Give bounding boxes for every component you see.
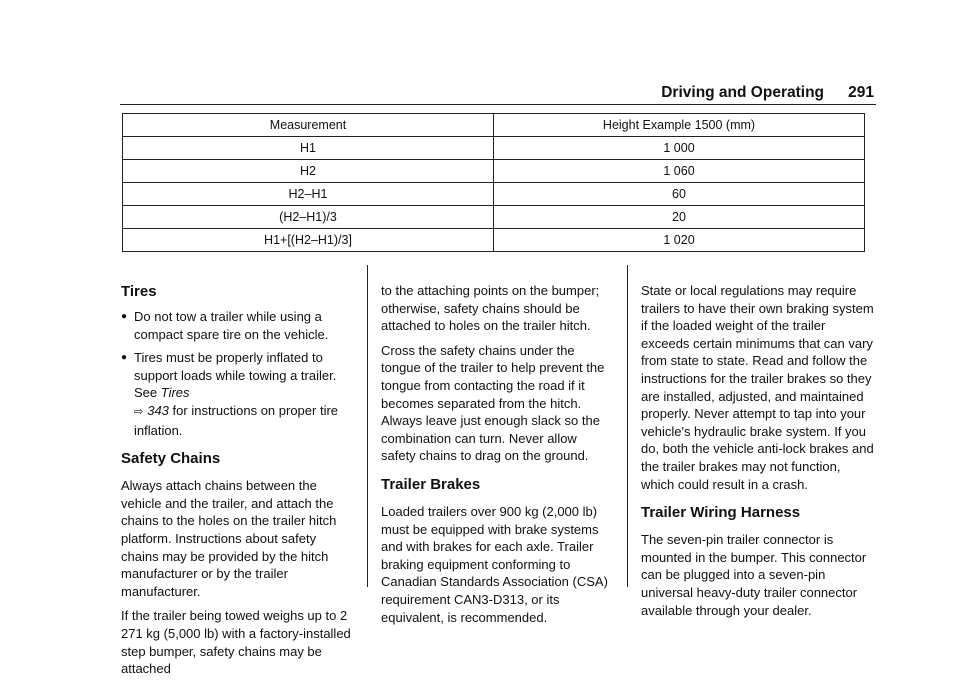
paragraph: Cross the safety chains under the tongue of the trailer to help prevent the tongue from contacting the road if it becomes separated from the hitch. Always leave just enough slack so the combination can turn. Never allow safety chains to drag on the ground.	[381, 342, 605, 464]
page-header	[120, 84, 876, 105]
paragraph: to the attaching points on the bumper; otherwise, safety chains should be attached to holes on the trailer hitch.	[381, 283, 600, 334]
measurement-table	[122, 113, 865, 252]
paragraph: If the trailer being towed weighs up to 2 271 kg (5,000 lb) with a factory-installed step bumper, safety chains may be attached	[121, 608, 351, 677]
table-row	[123, 160, 865, 183]
page-reference[interactable]: 343	[147, 402, 169, 418]
page-reference-arrow-icon: ⇨	[134, 405, 144, 418]
bullet-text: Do not tow a trailer while using a compact spare tire on the vehicle.	[134, 309, 329, 342]
column-header: Height Example 1500 (mm)	[494, 114, 865, 137]
bullet-text: Tires must be properly inflated to support loads while towing a trailer. See	[134, 350, 337, 401]
tires-heading: Tires	[121, 283, 157, 300]
bullet-icon: ●	[121, 311, 128, 322]
column-header: Measurement	[123, 114, 494, 137]
table-cell: H2–H1	[123, 183, 494, 206]
bullet-icon: ●	[121, 352, 128, 364]
table-row	[123, 137, 865, 160]
table-cell: H1	[123, 137, 494, 160]
table-cell: 1 000	[494, 137, 865, 160]
table-cell: 20	[494, 206, 865, 229]
trailer-brakes-heading: Trailer Brakes	[381, 475, 481, 493]
section-title: Driving and Operating	[661, 84, 824, 101]
paragraph: Always attach chains between the vehicle and the trailer, and attach the chains to the holes on the trailer hitch platform. Instructions about safety chains may be provided by the hitch manufacturer or by the trailer manufacturer.	[121, 478, 337, 599]
bullet-item	[121, 308, 354, 343]
table-row	[123, 183, 865, 206]
column-right	[641, 282, 876, 626]
trailer-wiring-heading: Trailer Wiring Harness	[641, 504, 801, 522]
tires-link[interactable]: Tires	[160, 385, 190, 401]
paragraph: The seven-pin trailer connector is mounted in the bumper. This connector can be plugged into a seven-pin universal heavy-duty trailer connector available through your dealer.	[641, 532, 867, 618]
safety-chains-heading: Safety Chains	[121, 450, 221, 468]
table-cell: 1 020	[494, 229, 865, 252]
table-cell: 1 060	[494, 160, 865, 183]
bullet-text: for instructions on proper tire inflation.	[134, 402, 339, 438]
paragraph: Loaded trailers over 900 kg (2,000 lb) must be equipped with brake systems and with brakes for each axle. Trailer braking equipment conforming to Canadian Standards Association (CSA) requirement CAN3-D313, or its equivalent, is recommended.	[381, 503, 608, 625]
table-header-row	[123, 114, 865, 137]
page-number: 291	[848, 84, 874, 101]
paragraph: State or local regulations may require trailers to have their own braking system if the loaded weight of the trailer exceeds certain minimums that can vary from state to state. Read and follow the instructions for the trailer brakes so they are installed, adjusted, and maintained properly. Never attempt to tap into your vehicle's hydraulic brake system. If you do, both the vehicle anti-lock brakes and the trailer brakes may not function, which could result in a crash.	[641, 283, 874, 492]
table-cell: 60	[494, 183, 865, 206]
bullet-item	[121, 349, 354, 439]
column-left	[121, 282, 354, 685]
table-cell: H1+[(H2–H1)/3]	[123, 229, 494, 252]
table-row	[123, 206, 865, 229]
column-middle	[381, 282, 614, 633]
column-divider	[367, 265, 368, 587]
table-cell: H2	[123, 160, 494, 183]
column-divider	[627, 265, 628, 587]
table-row	[123, 229, 865, 252]
table-cell: (H2–H1)/3	[123, 206, 494, 229]
